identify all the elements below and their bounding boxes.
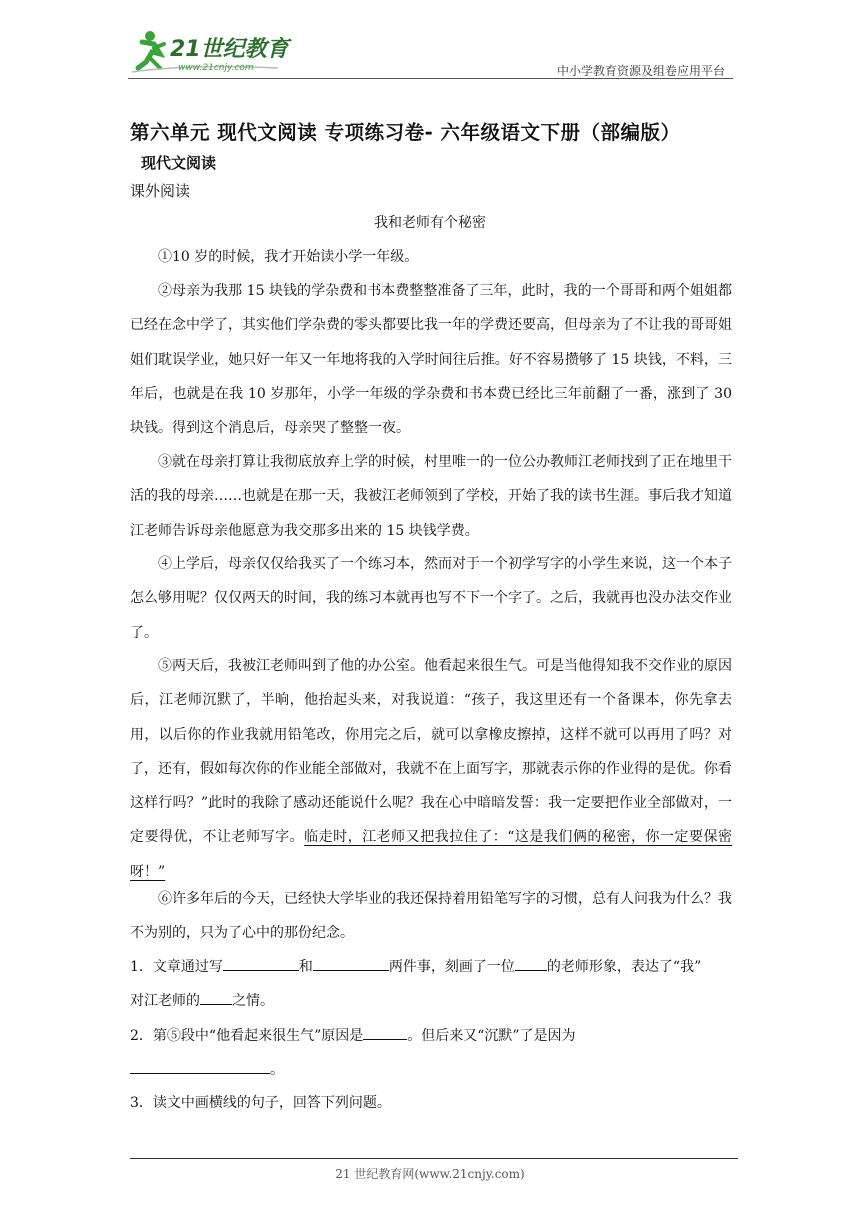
logo-url-text: www.21cnjy.com	[178, 63, 254, 73]
footer-text: 21 世纪教育网(www.21cnjy.com)	[335, 1167, 525, 1181]
header-divider	[128, 78, 733, 79]
paragraph-5	[130, 649, 732, 889]
question-3: 3．读文中画横线的句子，回答下列问题。	[130, 1095, 391, 1111]
q1-text-f: 之情。	[232, 993, 274, 1009]
platform-label: 中小学教育资源及组卷应用平台	[556, 64, 725, 78]
page-title: 第六单元 现代文阅读 专项练习卷- 六年级语文下册（部编版）	[130, 121, 681, 144]
answer-blank[interactable]	[515, 955, 547, 971]
article-title: 我和老师有个秘密	[374, 215, 486, 231]
answer-blank[interactable]	[363, 1024, 407, 1040]
underlined-sentence: 临走时，江老师又把我拉住了：“这是我们俩的秘密，你一定要保密呀！”	[130, 829, 733, 880]
q1-text-e: 对江老师的	[130, 993, 200, 1009]
q1-text-c: 两件事，刻画了一位	[388, 959, 515, 975]
answer-blank[interactable]	[223, 955, 299, 971]
q2-text-b: 。但后来又“沉默”了是因为	[407, 1028, 576, 1044]
paragraph-4: ④上学后，母亲仅仅给我买了一个练习本，然而对于一个初学写字的小学生来说，这一个本子怎么够用呢？仅仅两天的时间，我的练习本就再也写不下一个字了。之后，我就再也没办法交作业了。	[130, 556, 732, 641]
question-1	[130, 950, 732, 1018]
page-header	[128, 28, 733, 80]
q1-text-a: 1．文章通过写	[130, 959, 223, 975]
section-heading: 现代文阅读	[141, 154, 217, 172]
q2-text-a: 2．第⑤段中“他看起来很生气”原因是	[130, 1028, 364, 1044]
q2-text-c: 。	[270, 1062, 284, 1078]
answer-blank[interactable]	[313, 955, 389, 971]
paragraph-5-text: ⑤两天后，我被江老师叫到了他的办公室。他看起来很生气。可是当他得知我不交作业的原因后，江老师沉默了，半晌，他抬起头来，对我说道：“孩子，我这里还有一个备课本，你先拿去用，以后你的作业我就用铅笔改，你用完之后，就可以拿橡皮擦掉，这样不就可以再用了吗？对了，还有，假如每次你的作业能全部做对，我就不在上面写字，那就表示你的作业得的是优。你看这样行吗？”此时的我除了感动还能说什么呢？我在心中暗暗发誓：我一定要把作业全部做对，一定要得优，不让老师写字。	[130, 658, 732, 846]
paragraph-3: ③就在母亲打算让我彻底放弃上学的时候，村里唯一的一位公办教师江老师找到了正在地里干活的我的母亲……也就是在那一天，我被江老师领到了学校，开始了我的读书生涯。事后我才知道江老师告诉母亲他愿意为我交那多出来的 15 块钱学费。	[130, 454, 732, 539]
q1-text-b: 和	[298, 959, 313, 975]
question-2	[130, 1019, 732, 1087]
logo-21cnjy	[128, 28, 298, 76]
subsection-heading: 课外阅读	[130, 182, 191, 200]
footer-divider	[130, 1158, 738, 1159]
paragraph-6: ⑥许多年后的今天，已经快大学毕业的我还保持着用铅笔写字的习惯，总有人问我为什么？我不为别的，只为了心中的那份纪念。	[130, 891, 732, 942]
answer-blank[interactable]	[130, 1058, 270, 1074]
paragraph-1: ①10 岁的时候，我才开始读小学一年级。	[158, 249, 419, 265]
answer-blank[interactable]	[200, 989, 232, 1005]
paragraph-2: ②母亲为我那 15 块钱的学杂费和书本费整整准备了三年，此时，我的一个哥哥和两个姐姐都已经在念中学了，其实他们学杂费的零头都要比我一年的学费还要高，但母亲为了不让我的哥哥姐姐们耽误学业，她只好一年又一年地将我的入学时间往后推。好不容易攒够了 15 块钱，不料，三年后，也就是在我 10 岁那年，小学一年级的学杂费和书本费已经比三年前翻了一番，涨到了 30 块钱。得到这个消息后，母亲哭了整整一夜。	[130, 283, 732, 437]
logo-text: 21世纪教育	[170, 37, 289, 62]
q1-text-d: 的老师形象，表达了“我”	[546, 959, 702, 975]
